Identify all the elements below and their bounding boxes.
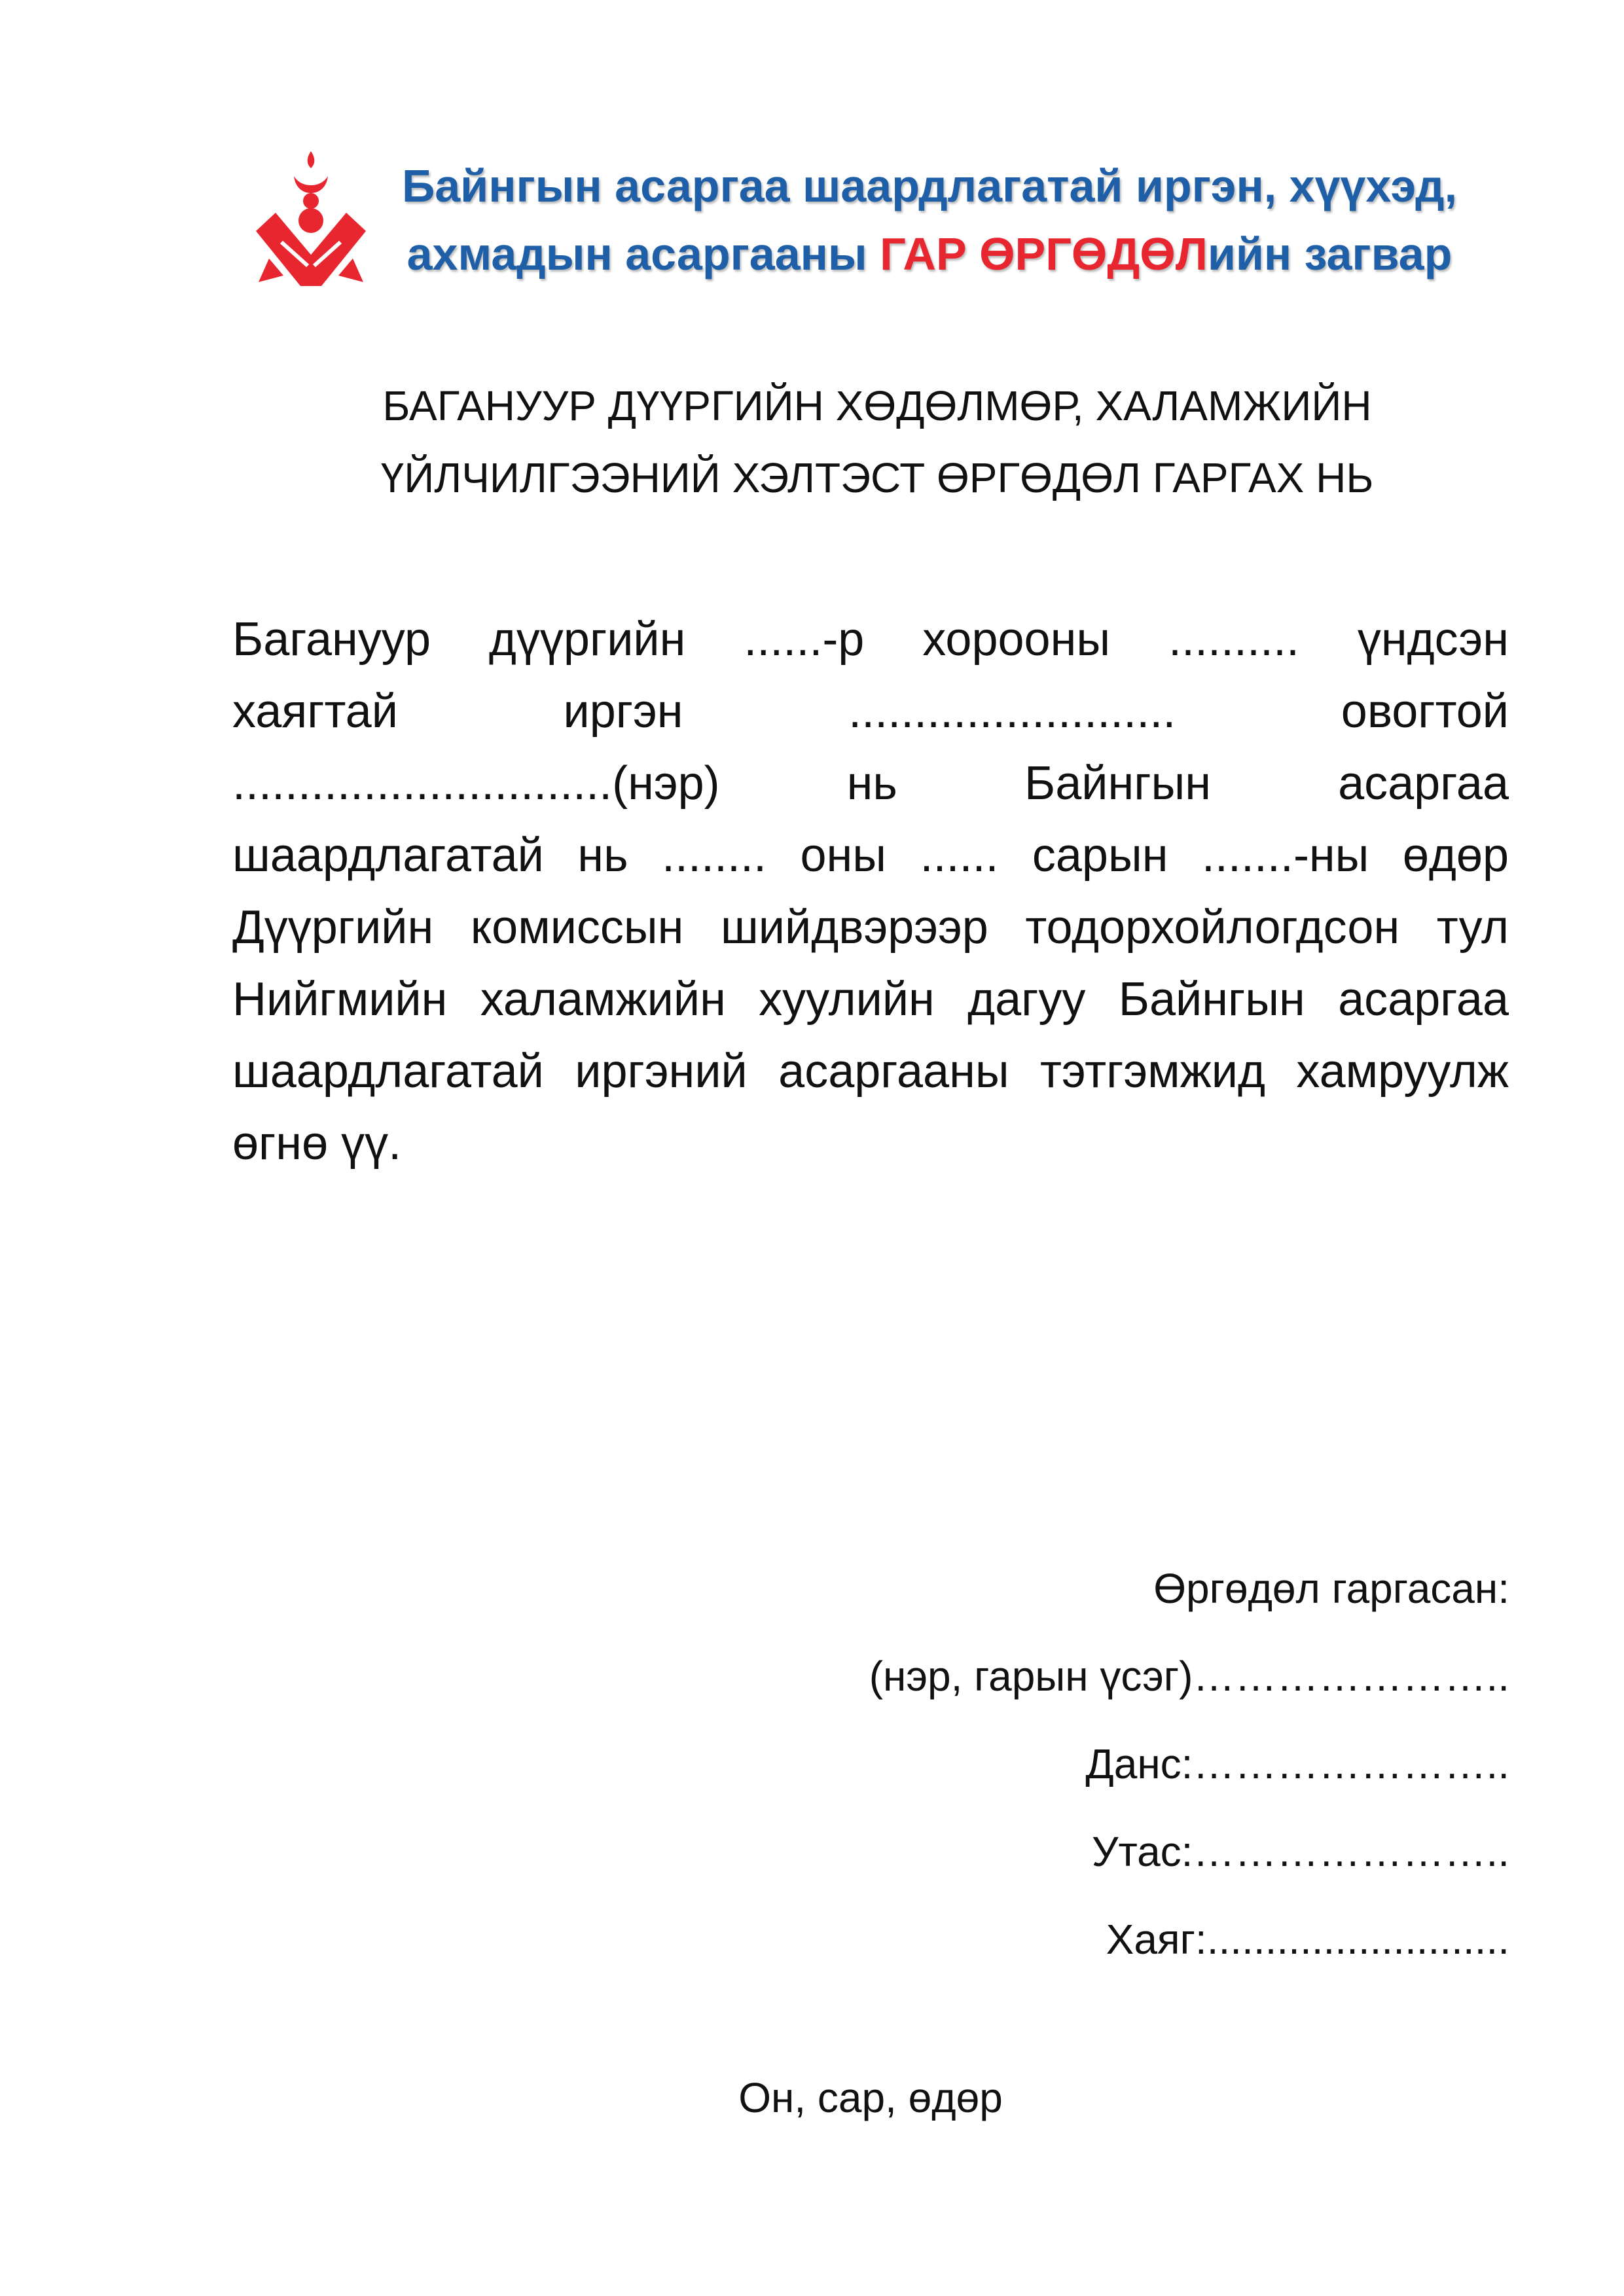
document-banner-title: [367, 152, 1492, 288]
date-label: Он, сар, өдөр: [738, 2074, 1003, 2121]
body-line-8: өгнө үү.: [232, 1117, 402, 1170]
banner-line-2: [367, 220, 1492, 288]
submitted-by-label: Өргөдөл гаргасан:: [1153, 1565, 1509, 1612]
banner-highlight: ГАР ӨРГӨДӨЛ: [880, 228, 1208, 279]
banner-line-2-prefix: ахмадын асаргааны: [406, 228, 880, 279]
name-signature-field: (нэр, гарын үсэг)…………………..: [869, 1653, 1509, 1700]
banner-line-1: Байнгын асаргаа шаардлагатай иргэн, хүүхэд,: [401, 160, 1458, 211]
heading-line-2: ҮЙЛЧИЛГЭЭНИЙ ХЭЛТЭСТ ӨРГӨДӨЛ ГАРГАХ НЬ: [380, 454, 1374, 501]
body-line-4: шаардлагатай нь ........ оны ...... сарын .......-ны өдөр: [232, 829, 1509, 882]
heading-line-1: БАГАНУУР ДҮҮРГИЙН ХӨДӨЛМӨР, ХАЛАМЖИЙН: [382, 382, 1372, 429]
banner-line-2-suffix: ийн загвар: [1207, 228, 1453, 279]
body-line-6: Нийгмийн халамжийн хуулийн дагуу Байнгын асаргаа: [232, 973, 1509, 1026]
phone-field: Утас:…………………..: [1091, 1828, 1509, 1875]
signature-block: [659, 1545, 1509, 1983]
body-line-2: хаягтай иргэн ......................... овогтой: [232, 685, 1509, 738]
account-field: Данс:…………………..: [1085, 1740, 1509, 1787]
body-line-7: шаардлагатай иргэний асаргааны тэтгэмжид хамруулж: [232, 1045, 1509, 1098]
body-line-1: Багануур дүүргийн ......-р хорооны .......... үндсэн: [232, 613, 1509, 666]
address-field: Хаяг:..........................: [1106, 1916, 1509, 1963]
body-line-5: Дүүргийн комиссын шийдвэрээр тодорхойлогдсон тул: [232, 901, 1509, 954]
application-body: [232, 603, 1509, 1179]
body-line-3: .............................(нэр) нь Байнгын асаргаа: [232, 757, 1509, 810]
document-heading: [262, 370, 1492, 514]
ministry-emblem-logo: [252, 147, 370, 304]
